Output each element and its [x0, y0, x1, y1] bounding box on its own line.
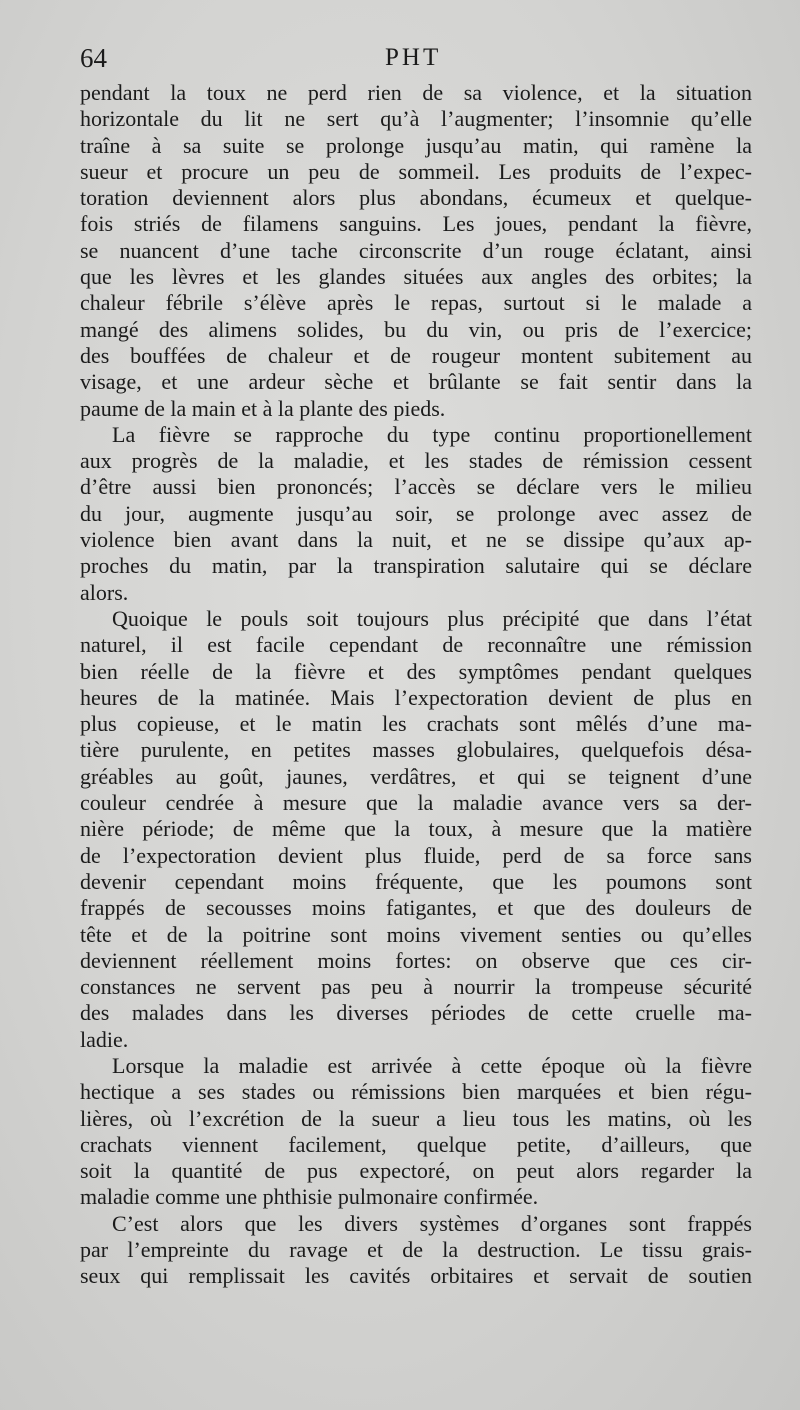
text-line: couleur cendrée à mesure que la maladie avance vers sa der- [80, 790, 752, 816]
text-line: d’être aussi bien prononcés; l’accès se déclare vers le milieu [80, 474, 752, 500]
text-line: sueur et procure un peu de sommeil. Les produits de l’expec- [80, 158, 752, 184]
text-line: tête et de la poitrine sont moins vivement senties ou qu’elles [80, 921, 752, 947]
text-line: des bouffées de chaleur et de rougeur montent subitement au [80, 342, 752, 368]
text-line: chaleur fébrile s’élève après le repas, surtout si le malade a [80, 290, 752, 316]
text-line: deviennent réellement moins fortes: on observe que ces cir- [80, 947, 752, 973]
text-line: gréables au goût, jaunes, verdâtres, et qui se teignent d’une [80, 763, 752, 789]
text-line: que les lèvres et les glandes situées aux angles des orbites; la [80, 264, 752, 290]
text-line: violence bien avant dans la nuit, et ne se dissipe qu’aux ap- [80, 527, 752, 553]
text-line: plus copieuse, et le matin les crachats sont mêlés d’une ma- [80, 711, 752, 737]
text-line: de l’expectoration devient plus fluide, perd de sa force sans [80, 842, 752, 868]
text-line: heures de la matinée. Mais l’expectoration devient de plus en [80, 684, 752, 710]
text-line: nière période; de même que la toux, à mesure que la matière [80, 816, 752, 842]
text-line: lières, où l’excrétion de la sueur a lieu tous les matins, où les [80, 1105, 752, 1131]
text-line: alors. [80, 579, 129, 605]
text-line: ladie. [80, 1026, 129, 1052]
text-line: C’est alors que les divers systèmes d’organes sont frappés [112, 1210, 752, 1236]
text-line: se nuancent d’une tache circonscrite d’un rouge éclatant, ainsi [80, 237, 752, 263]
text-line: crachats viennent facilement, quelque petite, d’ailleurs, que [80, 1131, 752, 1157]
text-line: par l’empreinte du ravage et de la destruction. Le tissu grais- [80, 1237, 752, 1263]
text-line: tière purulente, en petites masses globulaires, quelquefois désa- [80, 737, 752, 763]
text-line: maladie comme une phthisie pulmonaire confirmée. [80, 1184, 539, 1210]
text-line: fois striés de filamens sanguins. Les joues, pendant la fièvre, [80, 211, 752, 237]
text-line: traîne à sa suite se prolonge jusqu’au matin, qui ramène la [80, 132, 752, 158]
text-line: mangé des alimens solides, bu du vin, ou pris de l’exercice; [80, 316, 752, 342]
text-line: horizontale du lit ne sert qu’à l’augmenter; l’insomnie qu’elle [80, 106, 752, 132]
text-line: constances ne servent pas peu à nourrir la trompeuse sécurité [80, 974, 752, 1000]
text-line: hectique a ses stades ou rémissions bien marquées et bien régu- [80, 1079, 752, 1105]
running-title: PHT [385, 44, 442, 71]
text-line: pendant la toux ne perd rien de sa violence, et la situation [80, 80, 752, 105]
text-line: seux qui remplissait les cavités orbitaires et servait de soutien [80, 1263, 752, 1289]
text-line: Lorsque la maladie est arrivée à cette époque où la fièvre [112, 1052, 752, 1078]
text-line: proches du matin, par la transpiration salutaire qui se déclare [80, 553, 752, 579]
text-line: devenir cependant moins fréquente, que les poumons sont [80, 868, 752, 894]
text-line: des malades dans les diverses périodes de cette cruelle ma- [80, 1000, 752, 1026]
text-body [80, 80, 752, 1290]
text-line: aux progrès de la maladie, et les stades de rémission cessent [80, 448, 752, 474]
text-line: paume de la main et à la plante des pieds. [80, 395, 446, 421]
text-line: bien réelle de la fièvre et des symptômes pendant quelques [80, 658, 752, 684]
text-line: Quoique le pouls soit toujours plus précipité que dans l’état [112, 605, 752, 631]
page-number: 64 [80, 43, 107, 73]
text-line: naturel, il est facile cependant de reconnaître une rémission [80, 632, 752, 658]
running-head [80, 40, 752, 76]
text-line: du jour, augmente jusqu’au soir, se prolonge avec assez de [80, 500, 752, 526]
text-line: frappés de secousses moins fatigantes, et que des douleurs de [80, 895, 752, 921]
text-line: visage, et une ardeur sèche et brûlante se fait sentir dans la [80, 369, 752, 395]
text-line: toration deviennent alors plus abondans, écumeux et quelque- [80, 185, 752, 211]
text-line: La fièvre se rapproche du type continu proportionellement [112, 421, 752, 447]
text-line: soit la quantité de pus expectoré, on peut alors regarder la [80, 1158, 752, 1184]
